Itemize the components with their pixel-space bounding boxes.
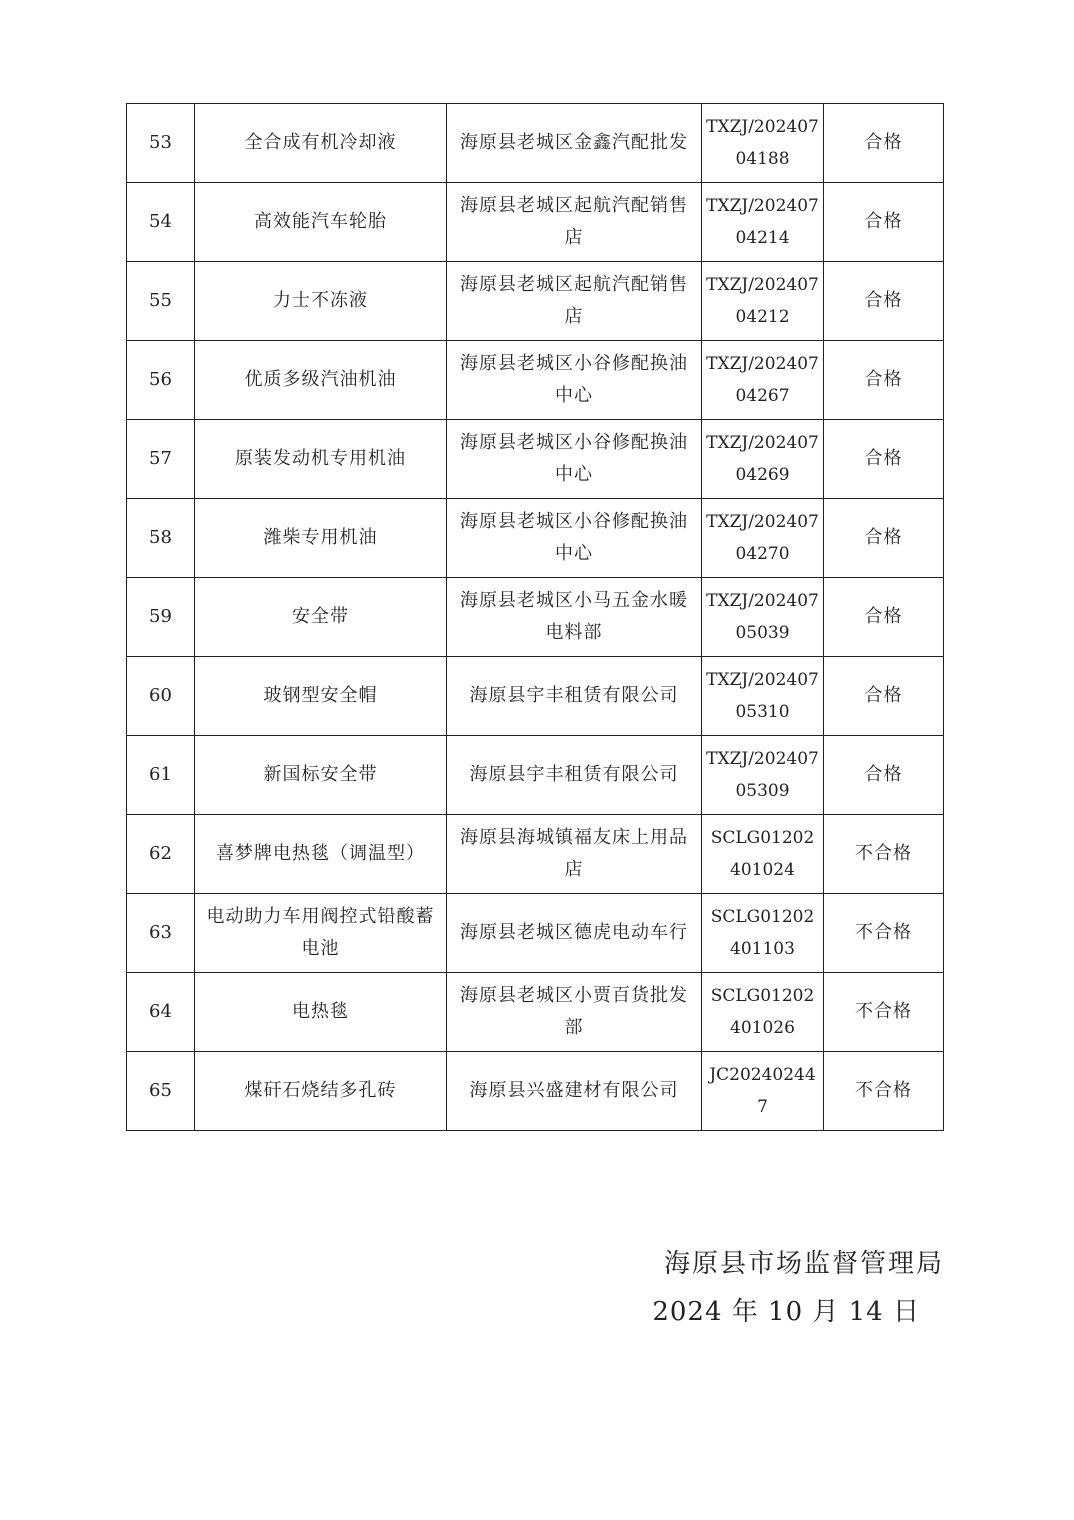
product-name: 玻钢型安全帽	[195, 657, 447, 736]
table-row	[127, 657, 944, 736]
store-name: 海原县老城区小谷修配换油中心	[447, 420, 702, 499]
product-name: 喜梦牌电热毯（调温型）	[195, 815, 447, 894]
sample-code: TXZJ/20240704270	[702, 499, 824, 578]
sample-code: TXZJ/20240704214	[702, 183, 824, 262]
inspection-result: 合格	[824, 736, 944, 815]
product-name: 力士不冻液	[195, 262, 447, 341]
product-name: 电动助力车用阀控式铅酸蓄电池	[195, 894, 447, 973]
row-number: 65	[127, 1052, 195, 1131]
sample-code: SCLG01202401024	[702, 815, 824, 894]
row-number: 62	[127, 815, 195, 894]
row-number: 58	[127, 499, 195, 578]
row-number: 59	[127, 578, 195, 657]
store-name: 海原县老城区起航汽配销售店	[447, 183, 702, 262]
inspection-result: 不合格	[824, 815, 944, 894]
inspection-result: 不合格	[824, 973, 944, 1052]
sample-code: SCLG01202401103	[702, 894, 824, 973]
table-row	[127, 104, 944, 183]
row-number: 55	[127, 262, 195, 341]
table-row	[127, 973, 944, 1052]
inspection-result: 合格	[824, 104, 944, 183]
results-table-body	[127, 104, 944, 1131]
sample-code: TXZJ/20240704269	[702, 420, 824, 499]
table-row	[127, 341, 944, 420]
sample-code: TXZJ/20240704267	[702, 341, 824, 420]
product-name: 优质多级汽油机油	[195, 341, 447, 420]
table-row	[127, 499, 944, 578]
product-name: 电热毯	[195, 973, 447, 1052]
store-name: 海原县宇丰租赁有限公司	[447, 657, 702, 736]
sample-code: TXZJ/20240704212	[702, 262, 824, 341]
sample-code: TXZJ/20240705309	[702, 736, 824, 815]
store-name: 海原县老城区小马五金水暖电料部	[447, 578, 702, 657]
table-row	[127, 578, 944, 657]
row-number: 56	[127, 341, 195, 420]
store-name: 海原县老城区起航汽配销售店	[447, 262, 702, 341]
issuing-authority: 海原县市场监督管理局	[663, 1249, 944, 1279]
table-row	[127, 894, 944, 973]
table-row	[127, 815, 944, 894]
store-name: 海原县老城区小谷修配换油中心	[447, 499, 702, 578]
results-table	[126, 103, 944, 1131]
inspection-result: 不合格	[824, 894, 944, 973]
inspection-result: 合格	[824, 262, 944, 341]
store-name: 海原县宇丰租赁有限公司	[447, 736, 702, 815]
table-row	[127, 183, 944, 262]
product-name: 原装发动机专用机油	[195, 420, 447, 499]
row-number: 53	[127, 104, 195, 183]
issue-date: 2024 年 10 月 14 日	[652, 1297, 920, 1327]
row-number: 60	[127, 657, 195, 736]
product-name: 新国标安全带	[195, 736, 447, 815]
store-name: 海原县兴盛建材有限公司	[447, 1052, 702, 1131]
row-number: 63	[127, 894, 195, 973]
product-name: 高效能汽车轮胎	[195, 183, 447, 262]
product-name: 安全带	[195, 578, 447, 657]
row-number: 57	[127, 420, 195, 499]
product-name: 煤矸石烧结多孔砖	[195, 1052, 447, 1131]
inspection-result: 合格	[824, 183, 944, 262]
inspection-result: 合格	[824, 499, 944, 578]
inspection-result: 合格	[824, 341, 944, 420]
document-footer	[652, 1244, 944, 1332]
table-row	[127, 262, 944, 341]
inspection-result: 不合格	[824, 1052, 944, 1131]
product-name: 潍柴专用机油	[195, 499, 447, 578]
sample-code: TXZJ/20240704188	[702, 104, 824, 183]
store-name: 海原县老城区金鑫汽配批发	[447, 104, 702, 183]
inspection-result: 合格	[824, 657, 944, 736]
table-row	[127, 1052, 944, 1131]
row-number: 54	[127, 183, 195, 262]
store-name: 海原县老城区小谷修配换油中心	[447, 341, 702, 420]
store-name: 海原县海城镇福友床上用品店	[447, 815, 702, 894]
sample-code: JC202402447	[702, 1052, 824, 1131]
row-number: 61	[127, 736, 195, 815]
row-number: 64	[127, 973, 195, 1052]
sample-code: TXZJ/20240705039	[702, 578, 824, 657]
inspection-result: 合格	[824, 420, 944, 499]
table-row	[127, 736, 944, 815]
sample-code: SCLG01202401026	[702, 973, 824, 1052]
sample-code: TXZJ/20240705310	[702, 657, 824, 736]
product-name: 全合成有机冷却液	[195, 104, 447, 183]
table-row	[127, 420, 944, 499]
inspection-result: 合格	[824, 578, 944, 657]
store-name: 海原县老城区德虎电动车行	[447, 894, 702, 973]
store-name: 海原县老城区小贾百货批发部	[447, 973, 702, 1052]
